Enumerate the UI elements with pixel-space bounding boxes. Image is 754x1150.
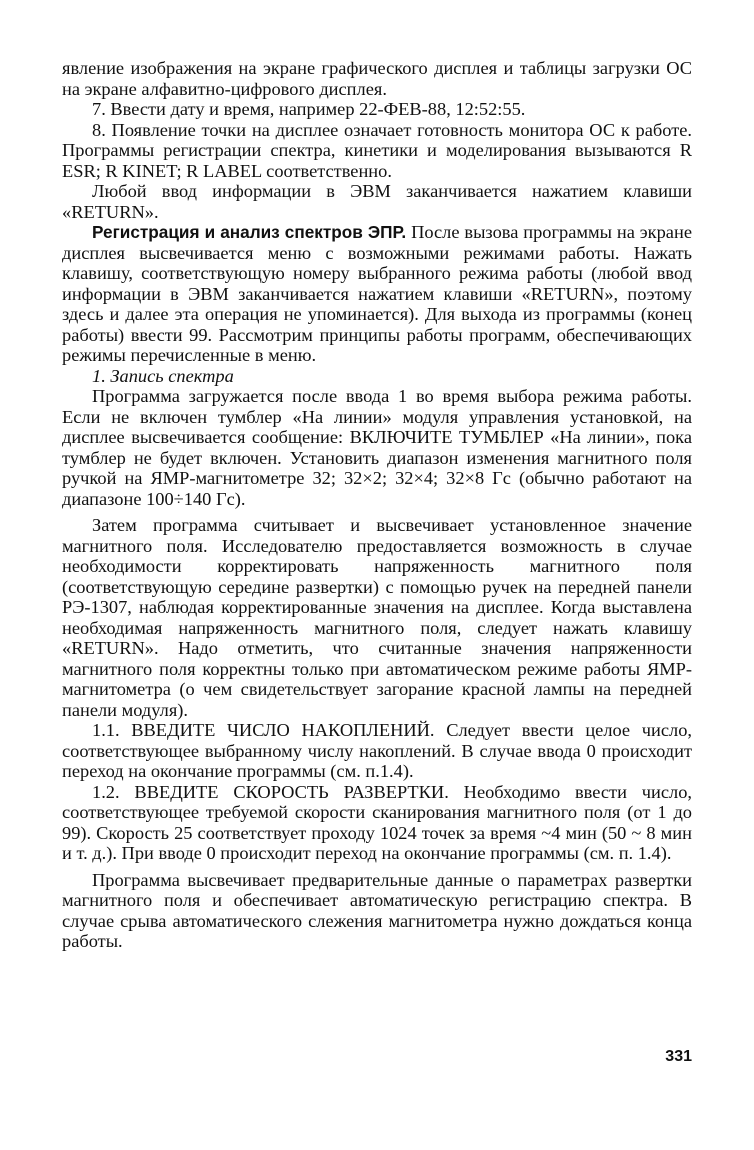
body-text: [62, 58, 692, 952]
subsection-heading: 1. Запись спектра: [92, 365, 234, 386]
paragraph-section-heading: [62, 222, 692, 366]
paragraph: Любой ввод информации в ЭВМ заканчивается нажатием клавиши «RETURN».: [62, 181, 692, 222]
section-heading: Регистрация и анализ спектров ЭПР.: [92, 222, 407, 242]
page-number: 331: [665, 1048, 692, 1065]
paragraph: 1.2. ВВЕДИТЕ СКОРОСТЬ РАЗВЕРТКИ. Необходимо ввести число, соответствующее требуемой скорости сканирования магнитного поля (от 1 до 99). Скорость 25 соответствует проходу 1024 точек за время ~4 мин (50 ~ 8 мин и т. д.). При вводе 0 происходит переход на окончание программы (см. п. 1.4).: [62, 781, 692, 863]
paragraph: 8. Появление точки на дисплее означает готовность монитора ОС к работе. Программы регистрации спектра, кинетики и моделирования вызываются R ESR; R KINET; R LABEL соответственно.: [62, 119, 692, 181]
paragraph: Программа загружается после ввода 1 во время выбора режима работы. Если не включен тумблер «На линии» модуля управления установкой, на дисплее высвечивается сообщение: ВКЛЮЧИТЕ ТУМБЛЕР «На линии», пока тумблер не будет включен. Установить диапазон изменения магнитного поля ручкой на ЯМР-магнитометре 32; 32×2; 32×4; 32×8 Гс (обычно работают на диапазоне 100÷140 Гс).: [62, 386, 692, 509]
paragraph: Затем программа считывает и высвечивает установленное значение магнитного поля. Исследователю предоставляется возможность в случае необходимости корректировать напряженность магнитного поля (соответствующую середине развертки) с помощью ручек на передней панели РЭ-1307, наблюдая корректированные значения на дисплее. Когда выставлена необходимая напряженность магнитного поля, следует нажать клавишу «RETURN». Надо отметить, что считанные значения напряженности магнитного поля корректны только при автоматическом режиме работы ЯМР-магнитометра (о чем свидетельствует загорание красной лампы на передней панели модуля).: [62, 515, 692, 720]
paragraph: 1.1. ВВЕДИТЕ ЧИСЛО НАКОПЛЕНИЙ. Следует ввести целое число, соответствующее выбранному числу накоплений. В случае ввода 0 происходит переход на окончание программы (см. п.1.4).: [62, 720, 692, 781]
paragraph: явление изображения на экране графического дисплея и таблицы загрузки ОС на экране алфавитно-цифрового дисплея.: [62, 58, 692, 99]
paragraph: 7. Ввести дату и время, например 22-ФЕВ-88, 12:52:55.: [92, 99, 526, 119]
paragraph: Программа высвечивает предварительные данные о параметрах развертки магнитного поля и обеспечивает автоматическую регистрацию спектра. В случае срыва автоматического слежения магнитометра нужно дождаться конца работы.: [62, 869, 692, 951]
paragraph-text: После вызова программы на экране дисплея высвечивается меню с возможными режимами работы. Нажать клавишу, соответствующую номеру выбранного режима работы (любой ввод информации в ЭВМ заканчивается нажатием клавиши «RETURN», поэтому здесь и далее эта операция не упоминается). Для выхода из программы (конец работы) ввести 99. Рассмотрим принципы работы программ, обеспечивающих режимы перечисленные в меню.: [62, 222, 692, 365]
